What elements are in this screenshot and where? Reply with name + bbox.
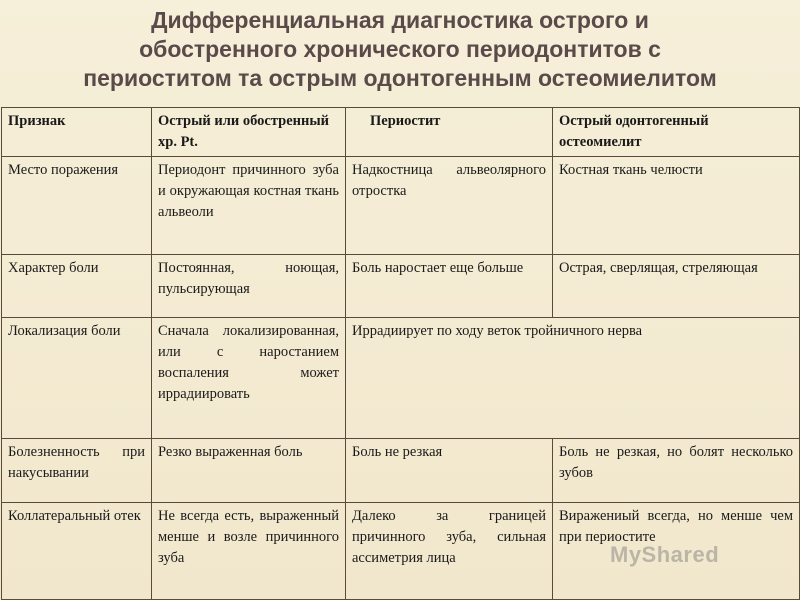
row-cell-periostitis-osteomyelitis: Иррадиирует по ходу веток тройничного нерва (346, 318, 800, 439)
row-cell-osteomyelitis: Боль не резкая, но болят несколько зубов (553, 439, 800, 503)
row-sign: Характер боли (2, 255, 152, 318)
row-cell-periostitis: Боль не резкая (346, 439, 553, 503)
table-row (2, 255, 800, 318)
row-sign: Локализация боли (2, 318, 152, 439)
table-row (2, 439, 800, 503)
header-osteomyelitis: Острый одонтогенный остеомиелит (553, 108, 800, 157)
row-cell-osteomyelitis: Виражениый всегда, но менше чем при периостите (553, 503, 800, 600)
row-cell-periodontitis: Резко выраженная боль (152, 439, 346, 503)
table-row (2, 157, 800, 255)
row-cell-periodontitis: Не всегда есть, выраженный менше и возле причинного зуба (152, 503, 346, 600)
row-sign: Место поражения (2, 157, 152, 255)
row-cell-periostitis: Боль наростает еще больше (346, 255, 553, 318)
row-cell-periodontitis: Сначала локализированная, или с наростанием воспаления может иррадиировать (152, 318, 346, 439)
row-cell-osteomyelitis: Костная ткань челюсти (553, 157, 800, 255)
title-line-3: периоститом та острым одонтогенным остеомиелитом (83, 65, 717, 91)
row-cell-periodontitis: Периодонт причинного зуба и окружающая костная ткань альвеоли (152, 157, 346, 255)
row-cell-osteomyelitis: Острая, сверлящая, стреляющая (553, 255, 800, 318)
header-sign: Признак (2, 108, 152, 157)
title-line-2: обостренного хронического периодонтитов с (139, 36, 661, 62)
row-cell-periostitis: Надкостница альвеолярного отростка (346, 157, 553, 255)
row-sign: Коллатеральный отек (2, 503, 152, 600)
row-sign: Болезненность при накусывании (2, 439, 152, 503)
row-cell-periostitis: Далеко за границей причинного зуба, сильная ассиметрия лица (346, 503, 553, 600)
table-row (2, 318, 800, 439)
title-line-1: Дифференциальная диагностика острого и (151, 7, 649, 33)
diagnosis-table (1, 107, 800, 600)
table-header-row (2, 108, 800, 157)
row-cell-periodontitis: Постоянная, ноющая, пульсирующая (152, 255, 346, 318)
watermark-logo: MyShared (610, 542, 720, 567)
header-periodontitis: Острый или обостренный хр. Pt. (152, 108, 346, 157)
page-title (0, 6, 800, 93)
header-periostitis: Периостит (346, 108, 553, 157)
